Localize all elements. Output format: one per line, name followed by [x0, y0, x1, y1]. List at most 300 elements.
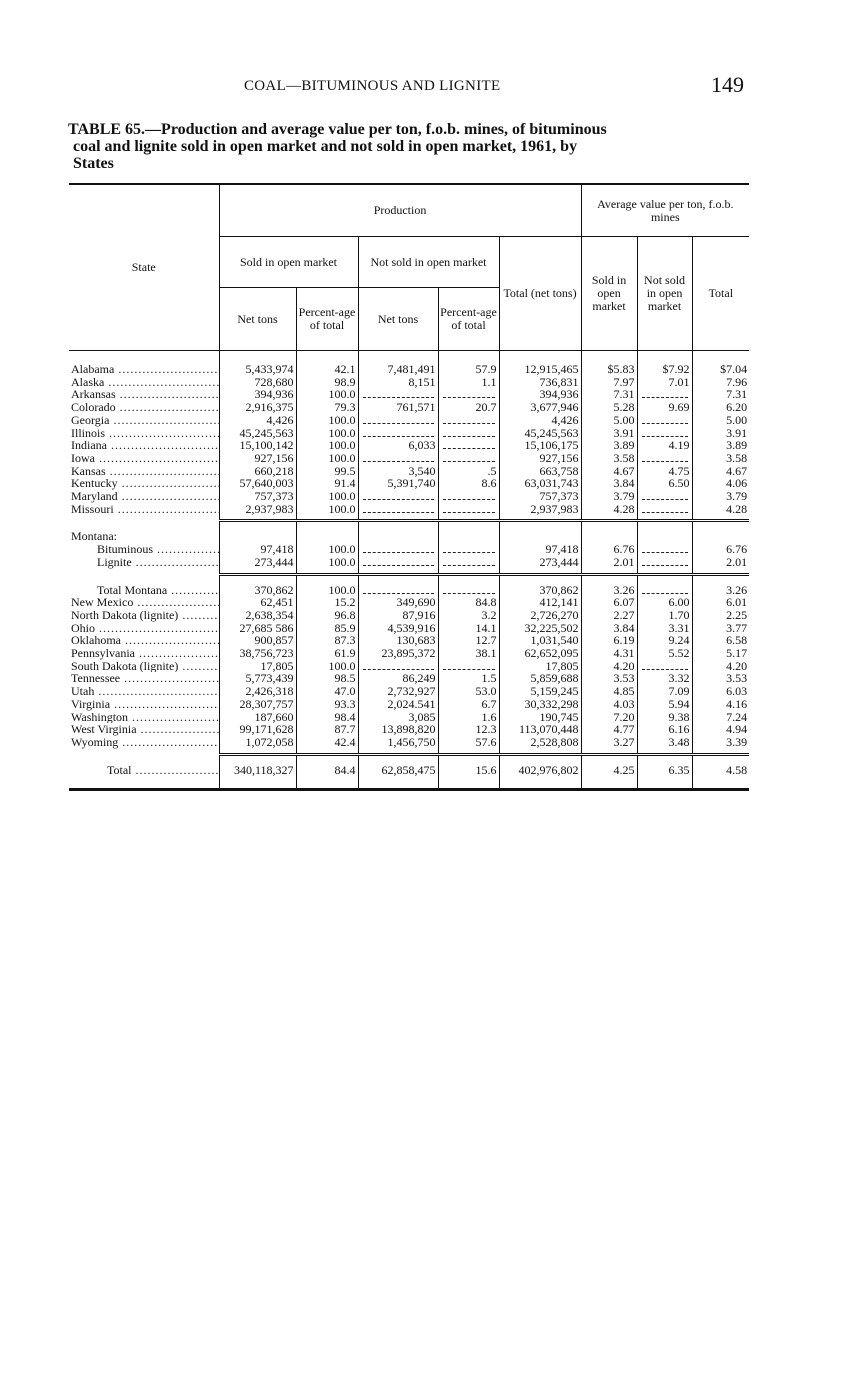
empty-dash — [642, 503, 688, 513]
state-name: Pennsylvania ..... — [71, 647, 219, 660]
state-cell — [69, 452, 219, 465]
not-sold-tons-cell: 1,456,750 — [358, 736, 438, 749]
val-sold-cell: 3.89 — [581, 439, 637, 452]
empty-dash — [363, 584, 434, 594]
not-sold-pct-cell — [438, 388, 499, 401]
col-sold-open-header: Sold in open market — [219, 237, 358, 288]
val-total-cell: 6.01 — [692, 596, 749, 609]
sold-pct-cell: 87.3 — [296, 634, 358, 647]
val-not-sold-cell: 4.75 — [637, 465, 692, 478]
state-name: Illinois ..... — [71, 427, 219, 440]
not-sold-tons-cell: 5,391,740 — [358, 477, 438, 490]
state-name: Washington ..... — [71, 711, 219, 724]
sold-pct-cell: 15.2 — [296, 596, 358, 609]
val-total-cell: 4.28 — [692, 503, 749, 516]
col-total-net-header: Total (net tons) — [499, 237, 581, 351]
state-name: Indiana ..... — [71, 439, 219, 452]
empty-dash — [363, 414, 434, 424]
not-sold-pct-cell — [438, 490, 499, 503]
not-sold-tons-cell: 2,024.541 — [358, 698, 438, 711]
state-name: Alaska ..... — [71, 376, 219, 389]
not-sold-pct-cell: 6.7 — [438, 698, 499, 711]
not-sold-pct-cell — [438, 660, 499, 673]
val-total-cell: 7.96 — [692, 376, 749, 389]
empty-dash — [443, 556, 495, 566]
col-not-sold-open-header: Not sold in open market — [358, 237, 499, 288]
val-sold-cell: 6.76 — [581, 543, 637, 556]
empty-dash — [642, 388, 688, 398]
state-cell — [69, 439, 219, 452]
sold-pct-cell: 91.4 — [296, 477, 358, 490]
val-sold-cell: 7.97 — [581, 376, 637, 389]
not-sold-pct-cell: 38.1 — [438, 647, 499, 660]
empty-dash — [363, 556, 434, 566]
empty-dash — [443, 584, 495, 594]
state-cell — [69, 543, 219, 556]
val-not-sold-cell — [637, 584, 692, 597]
table-row — [69, 401, 749, 414]
val-not-sold-cell — [637, 660, 692, 673]
val-total-cell: 7.31 — [692, 388, 749, 401]
val-not-sold-cell: 3.48 — [637, 736, 692, 749]
sold-pct-cell: 100.0 — [296, 584, 358, 597]
val-total-cell: 4.20 — [692, 660, 749, 673]
sold-pct-cell: 98.5 — [296, 672, 358, 685]
state-cell — [69, 401, 219, 414]
empty-dash — [443, 427, 495, 437]
table-row — [69, 503, 749, 516]
state-name: Kentucky ..... — [71, 477, 219, 490]
sold-tons-cell: 900,857 — [219, 634, 296, 647]
page-number: 149 — [711, 72, 744, 97]
sold-pct-cell: 100.0 — [296, 427, 358, 440]
total-tons-cell: 273,444 — [499, 556, 581, 569]
val-total-cell: 3.89 — [692, 439, 749, 452]
empty-dash — [443, 660, 495, 670]
sold-pct-cell: 98.9 — [296, 376, 358, 389]
state-cell — [69, 556, 219, 569]
val-not-sold-cell: 9.69 — [637, 401, 692, 414]
total-tons-cell: 402,976,802 — [499, 764, 581, 777]
val-sold-cell: 4.67 — [581, 465, 637, 478]
sold-tons-cell: 27,685 586 — [219, 622, 296, 635]
state-cell — [69, 388, 219, 401]
col-state-header: State — [69, 184, 219, 350]
state-cell — [69, 634, 219, 647]
sold-pct-cell: 61.9 — [296, 647, 358, 660]
total-tons-cell: 4,426 — [499, 414, 581, 427]
val-not-sold-cell: 5.94 — [637, 698, 692, 711]
state-name: Utah ..... — [71, 685, 219, 698]
not-sold-pct-cell: 3.2 — [438, 609, 499, 622]
empty-dash — [363, 452, 434, 462]
state-cell — [69, 584, 219, 597]
val-sold-cell: 4.77 — [581, 723, 637, 736]
sold-pct-cell: 100.0 — [296, 503, 358, 516]
sold-pct-cell: 93.3 — [296, 698, 358, 711]
col-pct-1-header: Percent-age of total — [296, 288, 358, 351]
empty-dash — [363, 543, 434, 553]
val-not-sold-cell — [637, 503, 692, 516]
total-tons-cell: 5,859,688 — [499, 672, 581, 685]
sold-pct-cell: 100.0 — [296, 660, 358, 673]
sold-pct-cell: 100.0 — [296, 452, 358, 465]
state-cell — [69, 596, 219, 609]
val-total-cell: 6.20 — [692, 401, 749, 414]
state-name: Virginia ..... — [71, 698, 219, 711]
total-tons-cell: 63,031,743 — [499, 477, 581, 490]
running-title: COAL—BITUMINOUS AND LIGNITE — [244, 78, 501, 94]
val-total-cell: 5.17 — [692, 647, 749, 660]
total-tons-cell: 190,745 — [499, 711, 581, 724]
val-not-sold-cell: 9.24 — [637, 634, 692, 647]
not-sold-tons-cell: 130,683 — [358, 634, 438, 647]
not-sold-tons-cell — [358, 556, 438, 569]
not-sold-pct-cell: 12.7 — [438, 634, 499, 647]
empty-dash — [443, 452, 495, 462]
not-sold-tons-cell: 87,916 — [358, 609, 438, 622]
not-sold-pct-cell — [438, 584, 499, 597]
sold-pct-cell: 100.0 — [296, 439, 358, 452]
sold-pct-cell: 87.7 — [296, 723, 358, 736]
val-sold-cell: 7.20 — [581, 711, 637, 724]
sold-pct-cell: 98.4 — [296, 711, 358, 724]
val-total-cell: 3.79 — [692, 490, 749, 503]
sold-tons-cell: 660,218 — [219, 465, 296, 478]
state-cell — [69, 477, 219, 490]
table-row — [69, 363, 749, 376]
not-sold-pct-cell: 84.8 — [438, 596, 499, 609]
bottom-rule — [69, 790, 749, 795]
sold-pct-cell: 96.8 — [296, 609, 358, 622]
not-sold-pct-cell: 1.5 — [438, 672, 499, 685]
total-tons-cell: 30,332,298 — [499, 698, 581, 711]
val-total-cell: 4.16 — [692, 698, 749, 711]
total-tons-cell: 113,070,448 — [499, 723, 581, 736]
val-total-cell: 2.25 — [692, 609, 749, 622]
state-name: Ohio ..... — [71, 622, 219, 635]
empty-dash — [642, 543, 688, 553]
total-tons-cell: 45,245,563 — [499, 427, 581, 440]
val-not-sold-cell: 7.09 — [637, 685, 692, 698]
val-sold-cell: 5.00 — [581, 414, 637, 427]
not-sold-pct-cell — [438, 556, 499, 569]
total-tons-cell: 1,031,540 — [499, 634, 581, 647]
state-name: Georgia ..... — [71, 414, 219, 427]
val-sold-cell: 6.07 — [581, 596, 637, 609]
empty-dash — [642, 452, 688, 462]
val-not-sold-cell — [637, 388, 692, 401]
sold-pct-cell: 100.0 — [296, 414, 358, 427]
val-sold-cell: 3.58 — [581, 452, 637, 465]
table-group-montana — [69, 530, 749, 583]
empty-dash — [642, 490, 688, 500]
table-caption — [68, 121, 750, 172]
empty-dash — [363, 388, 434, 398]
state-cell — [69, 414, 219, 427]
val-total-cell: 7.24 — [692, 711, 749, 724]
not-sold-tons-cell: 8,151 — [358, 376, 438, 389]
not-sold-tons-cell — [358, 543, 438, 556]
sold-pct-cell: 100.0 — [296, 543, 358, 556]
val-sold-cell: 4.25 — [581, 764, 637, 777]
col-avg-value-header: Average value per ton, f.o.b. mines — [581, 184, 749, 237]
empty-dash — [363, 427, 434, 437]
sold-pct-cell: 42.1 — [296, 363, 358, 376]
sold-tons-cell: 2,638,354 — [219, 609, 296, 622]
empty-dash — [443, 414, 495, 424]
total-tons-cell: 2,528,808 — [499, 736, 581, 749]
val-total-cell: 4.58 — [692, 764, 749, 777]
state-cell — [69, 736, 219, 749]
sold-tons-cell: 62,451 — [219, 596, 296, 609]
sold-pct-cell: 100.0 — [296, 556, 358, 569]
not-sold-pct-cell: 15.6 — [438, 764, 499, 777]
empty-dash — [443, 388, 495, 398]
col-avg-total-header: Total — [692, 237, 749, 351]
empty-dash — [363, 503, 434, 513]
total-row — [69, 764, 749, 777]
table-row — [69, 609, 749, 622]
sold-tons-cell: 340,118,327 — [219, 764, 296, 777]
sold-pct-cell: 79.3 — [296, 401, 358, 414]
caption-line-2: coal and lignite sold in open market and not sold in open market, 1961, by — [73, 138, 578, 155]
table-row — [69, 647, 749, 660]
col-net-tons-1-header: Net tons — [219, 288, 296, 351]
not-sold-pct-cell: 14.1 — [438, 622, 499, 635]
state-cell — [69, 672, 219, 685]
not-sold-pct-cell — [438, 414, 499, 427]
table-row — [69, 543, 749, 556]
val-total-cell: 3.58 — [692, 452, 749, 465]
state-name: Iowa ..... — [71, 452, 219, 465]
state-cell — [69, 698, 219, 711]
total-tons-cell: 5,159,245 — [499, 685, 581, 698]
val-sold-cell: 2.01 — [581, 556, 637, 569]
table-row — [69, 427, 749, 440]
val-sold-cell: 4.03 — [581, 698, 637, 711]
state-cell — [69, 660, 219, 673]
val-sold-cell: 4.20 — [581, 660, 637, 673]
state-cell — [69, 609, 219, 622]
state-cell — [69, 427, 219, 440]
val-total-cell: 3.53 — [692, 672, 749, 685]
table-row — [69, 672, 749, 685]
production-table — [69, 183, 749, 794]
sold-tons-cell: 187,660 — [219, 711, 296, 724]
empty-dash — [363, 490, 434, 500]
empty-dash — [642, 660, 688, 670]
table-row — [69, 622, 749, 635]
val-total-cell: $7.04 — [692, 363, 749, 376]
not-sold-tons-cell — [358, 584, 438, 597]
val-total-cell: 6.03 — [692, 685, 749, 698]
val-total-cell: 3.26 — [692, 584, 749, 597]
sold-tons-cell: 5,433,974 — [219, 363, 296, 376]
sold-tons-cell: 15,100,142 — [219, 439, 296, 452]
val-not-sold-cell — [637, 414, 692, 427]
val-not-sold-cell: 6.35 — [637, 764, 692, 777]
val-sold-cell: 2.27 — [581, 609, 637, 622]
total-tons-cell: 736,831 — [499, 376, 581, 389]
state-name: Oklahoma ..... — [71, 634, 219, 647]
not-sold-tons-cell: 13,898,820 — [358, 723, 438, 736]
empty-dash — [443, 503, 495, 513]
state-name: Colorado ..... — [71, 401, 219, 414]
table-row — [69, 465, 749, 478]
not-sold-tons-cell: 86,249 — [358, 672, 438, 685]
sold-tons-cell: 394,936 — [219, 388, 296, 401]
not-sold-pct-cell: 8.6 — [438, 477, 499, 490]
total-tons-cell: 394,936 — [499, 388, 581, 401]
val-not-sold-cell: 3.32 — [637, 672, 692, 685]
val-not-sold-cell — [637, 543, 692, 556]
val-not-sold-cell — [637, 490, 692, 503]
not-sold-tons-cell: 6,033 — [358, 439, 438, 452]
val-not-sold-cell: 6.00 — [637, 596, 692, 609]
state-name: Tennessee ..... — [71, 672, 219, 685]
val-total-cell: 6.58 — [692, 634, 749, 647]
val-sold-cell: $5.83 — [581, 363, 637, 376]
val-not-sold-cell — [637, 427, 692, 440]
state-name: South Dakota (lignite) ..... — [71, 660, 219, 673]
val-not-sold-cell: 7.01 — [637, 376, 692, 389]
val-sold-cell: 3.91 — [581, 427, 637, 440]
total-tons-cell: 927,156 — [499, 452, 581, 465]
val-total-cell: 3.39 — [692, 736, 749, 749]
val-sold-cell: 3.84 — [581, 477, 637, 490]
val-not-sold-cell: 3.31 — [637, 622, 692, 635]
total-tons-cell: 12,915,465 — [499, 363, 581, 376]
val-not-sold-cell: 4.19 — [637, 439, 692, 452]
state-cell — [69, 490, 219, 503]
table-row — [69, 530, 749, 543]
empty-dash — [363, 660, 434, 670]
col-net-tons-2-header: Net tons — [358, 288, 438, 351]
not-sold-tons-cell — [358, 388, 438, 401]
not-sold-pct-cell — [438, 543, 499, 556]
not-sold-tons-cell — [358, 427, 438, 440]
not-sold-tons-cell — [358, 503, 438, 516]
state-name: Missouri ..... — [71, 503, 219, 516]
not-sold-tons-cell: 761,571 — [358, 401, 438, 414]
state-cell — [69, 711, 219, 724]
not-sold-tons-cell: 4,539,916 — [358, 622, 438, 635]
sold-tons-cell: 728,680 — [219, 376, 296, 389]
state-cell — [69, 376, 219, 389]
val-sold-cell: 7.31 — [581, 388, 637, 401]
sold-pct-cell: 100.0 — [296, 388, 358, 401]
sold-pct-cell: 99.5 — [296, 465, 358, 478]
caption-line-3: States — [73, 155, 114, 172]
not-sold-pct-cell: .5 — [438, 465, 499, 478]
table-row — [69, 414, 749, 427]
table-row — [69, 556, 749, 569]
sold-tons-cell: 45,245,563 — [219, 427, 296, 440]
empty-dash — [443, 490, 495, 500]
total-tons-cell: 3,677,946 — [499, 401, 581, 414]
total-tons-cell: 15,106,175 — [499, 439, 581, 452]
state-cell — [69, 723, 219, 736]
val-not-sold-cell: 6.50 — [637, 477, 692, 490]
state-cell — [69, 685, 219, 698]
empty-dash — [443, 439, 495, 449]
table-row — [69, 439, 749, 452]
val-total-cell: 3.91 — [692, 427, 749, 440]
table-row — [69, 376, 749, 389]
empty-dash — [642, 414, 688, 424]
sold-tons-cell: 2,426,318 — [219, 685, 296, 698]
total-tons-cell: 412,141 — [499, 596, 581, 609]
state-name: Arkansas ..... — [71, 388, 219, 401]
state-name: North Dakota (lignite) ..... — [71, 609, 219, 622]
not-sold-pct-cell: 57.9 — [438, 363, 499, 376]
table-group-1 — [69, 363, 749, 530]
sold-tons-cell: 17,805 — [219, 660, 296, 673]
total-tons-cell: 663,758 — [499, 465, 581, 478]
val-sold-cell: 4.85 — [581, 685, 637, 698]
state-cell — [69, 465, 219, 478]
table-row — [69, 723, 749, 736]
col-pct-2-header: Percent-age of total — [438, 288, 499, 351]
montana-label: Montana: — [71, 530, 117, 544]
not-sold-tons-cell — [358, 660, 438, 673]
val-total-cell: 5.00 — [692, 414, 749, 427]
sold-tons-cell: 57,640,003 — [219, 477, 296, 490]
total-tons-cell: 2,937,983 — [499, 503, 581, 516]
empty-dash — [642, 556, 688, 566]
val-not-sold-cell: $7.92 — [637, 363, 692, 376]
sold-pct-cell: 85.9 — [296, 622, 358, 635]
val-not-sold-cell — [637, 452, 692, 465]
val-not-sold-cell — [637, 556, 692, 569]
sold-tons-cell: 28,307,757 — [219, 698, 296, 711]
col-avg-sold-header: Sold in open market — [581, 237, 637, 351]
not-sold-tons-cell: 7,481,491 — [358, 363, 438, 376]
sold-tons-cell: 5,773,439 — [219, 672, 296, 685]
val-sold-cell: 4.28 — [581, 503, 637, 516]
sold-tons-cell: 97,418 — [219, 543, 296, 556]
table-row — [69, 634, 749, 647]
state-name: Maryland ..... — [71, 490, 219, 503]
table-row — [69, 452, 749, 465]
not-sold-tons-cell — [358, 490, 438, 503]
state-cell — [69, 503, 219, 516]
not-sold-tons-cell: 3,540 — [358, 465, 438, 478]
val-total-cell: 3.77 — [692, 622, 749, 635]
not-sold-tons-cell: 349,690 — [358, 596, 438, 609]
total-tons-cell: 370,862 — [499, 584, 581, 597]
not-sold-pct-cell: 1.6 — [438, 711, 499, 724]
not-sold-pct-cell — [438, 503, 499, 516]
val-sold-cell: 3.26 — [581, 584, 637, 597]
not-sold-tons-cell: 23,895,372 — [358, 647, 438, 660]
total-tons-cell: 757,373 — [499, 490, 581, 503]
empty-dash — [443, 543, 495, 553]
not-sold-pct-cell: 57.6 — [438, 736, 499, 749]
table-row — [69, 736, 749, 749]
not-sold-tons-cell — [358, 414, 438, 427]
state-name: Lignite ..... — [97, 556, 219, 569]
not-sold-pct-cell — [438, 452, 499, 465]
not-sold-tons-cell: 3,085 — [358, 711, 438, 724]
sold-tons-cell: 757,373 — [219, 490, 296, 503]
state-cell — [69, 764, 219, 777]
sold-pct-cell: 84.4 — [296, 764, 358, 777]
not-sold-pct-cell: 20.7 — [438, 401, 499, 414]
total-tons-cell: 62,652,095 — [499, 647, 581, 660]
state-name: Kansas ..... — [71, 465, 219, 478]
